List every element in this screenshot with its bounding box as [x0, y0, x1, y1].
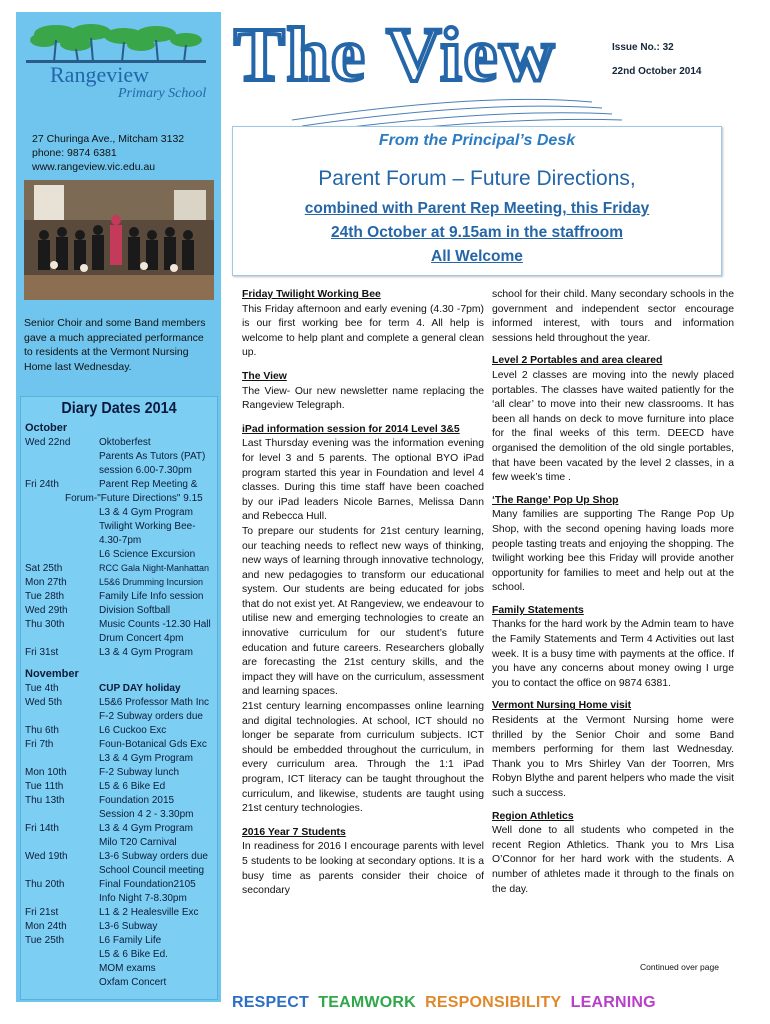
- diary-event: Parent Rep Meeting &: [99, 479, 198, 490]
- article-column-right: [492, 288, 734, 897]
- diary-event: School Council meeting: [99, 865, 205, 876]
- para-the-view: The View- Our new newsletter name replacing the Rangeview Telegraph.: [242, 385, 484, 412]
- principal-desk-box: [232, 126, 722, 276]
- diary-date: Mon 24th: [25, 921, 67, 932]
- diary-date: Tue 4th: [25, 683, 59, 694]
- diary-event: CUP DAY holiday: [99, 683, 181, 694]
- diary-event: Family Life Info session: [99, 591, 204, 602]
- value-learning: LEARNING: [570, 994, 656, 1011]
- diary-event: Twilight Working Bee-: [99, 521, 196, 532]
- para-ipad: Last Thursday evening was the information evening for level 3 and 5 parents. The optional BYO iPad program started this year in Foundation and level 4 classes. During this time staff have been coached by our iPad leaders Nicole Barnes, Melissa Dann and Rebecca Hull.: [242, 438, 484, 523]
- diary-event: Foundation 2015: [99, 795, 175, 806]
- diary-event: L5&6 Professor Math Inc: [99, 697, 210, 708]
- para-athletics: Well done to all students who competed in the recent Region Athletics. Thank you to Mrs Lisa O’Connor for her hard work with the students. A number of athletes made it through to the finals on the day.: [492, 825, 734, 895]
- heading-nursing-home: Vermont Nursing Home visit: [492, 700, 632, 712]
- para-working-bee: This Friday afternoon and early evening (4.30 -7pm) is our first working bee for term 4. All help is welcome to help plant and complete a general clean up.: [242, 303, 484, 359]
- diary-event: L3 & 4 Gym Program: [99, 647, 193, 658]
- article-column-left: [242, 288, 484, 899]
- school-values-footer: [232, 994, 752, 1012]
- diary-event: L3 & 4 Gym Program: [99, 507, 193, 518]
- diary-event: L5 & 6 Bike Ed: [99, 781, 166, 792]
- diary-date: Wed 5th: [25, 697, 63, 708]
- para-nursing-home: Residents at the Vermont Nursing home were thrilled by the Senior Choir and some Band members performing for them last Wednesday. Thank you to Mrs Shirley Van der Toorren, Mrs Robyn Blythe and parent helpers who made the visit such a success.: [492, 715, 734, 799]
- diary-event: Forum-"Future Directions" 9.15: [65, 493, 203, 504]
- parent-forum-details: [233, 197, 721, 269]
- principal-desk-heading: From the Principal’s Desk: [378, 132, 576, 149]
- school-subtitle: Primary School: [118, 86, 207, 101]
- diary-event: Final Foundation2105: [99, 879, 196, 890]
- diary-event: RCC Gala Night-Manhattan: [99, 563, 210, 573]
- diary-event: F-2 Subway orders due: [99, 711, 203, 722]
- diary-date: Thu 20th: [25, 879, 65, 890]
- diary-date: Thu 6th: [25, 725, 59, 736]
- diary-date: Thu 13th: [25, 795, 65, 806]
- diary-event: L5 & 6 Bike Ed.: [99, 949, 168, 960]
- diary-event: L3-6 Subway: [99, 921, 158, 932]
- forum-line-meeting: combined with Parent Rep Meeting, this Friday: [304, 200, 650, 217]
- diary-event: Division Softball: [99, 605, 171, 616]
- phone: phone: 9874 6381: [32, 147, 117, 159]
- diary-event: L1 & 2 Healesville Exc: [99, 907, 199, 918]
- diary-date: Mon 27th: [25, 577, 67, 588]
- diary-date: Tue 28th: [25, 591, 65, 602]
- diary-event: Drum Concert 4pm: [99, 633, 184, 644]
- para-portables: Level 2 classes are moving into the newly placed portables. The classes have waited patiently for the ‘all clear’ to move into their new classrooms. It has been all hands on deck to move furniture into place for the final weeks of this term. DEECD have organised the demolition of the old single portables, that have been vacated by the level 2 classes, in a few week’s time .: [492, 369, 734, 484]
- diary-date: Thu 30th: [25, 619, 65, 630]
- choir-photo: [24, 180, 214, 300]
- diary-dates-box: [20, 396, 218, 1000]
- para-online-learning: 21st century learning encompasses online learning and digital technologies. At school, ICT should no longer be separate from curriculum subjects. ICT should be embedded throughout the curriculum, in every curriculum area. Through the 1:1 iPad program, ICT literacy can be taught throughout the curriculum, and likewise, students are taught using 21st century technologies.: [242, 701, 484, 815]
- diary-date: Fri 7th: [25, 739, 54, 750]
- issue-number: Issue No.: 32: [612, 42, 674, 53]
- para-year7: In readiness for 2016 I encourage parents with level 5 students to be looking at secondary options. It is a busy time as parents consider their choice of secondary: [242, 841, 484, 897]
- heading-portables: Level 2 Portables and area cleared: [492, 355, 663, 367]
- diary-event: L5&6 Drumming Incursion: [99, 577, 204, 587]
- value-respect: RESPECT: [232, 994, 309, 1011]
- diary-date: Mon 10th: [25, 767, 67, 778]
- masthead-logo: [232, 12, 752, 142]
- parent-forum-headline: Parent Forum – Future Directions,: [318, 167, 636, 190]
- heading-athletics: Region Athletics: [492, 810, 574, 822]
- diary-date: Wed 19th: [25, 851, 68, 862]
- para-21st-century: To prepare our students for 21st century learning, our teaching needs to reflect new ways of thinking, new ways of learning through innovative technology, and new pedagogies to transform our educational system. Our students are being educated for jobs that do not exist yet. At Rangeview, we endeavour to utilise new and emerging technologies to create an innovative curriculum for our student’s future education and future careers. Researchers globally are forecasting the 21st century skills, and the impact they will have on the curriculum, assessment and learning spaces.: [242, 525, 484, 698]
- diary-event: L6 Science Excursion: [99, 549, 196, 560]
- website-link[interactable]: www.rangeview.vic.edu.au: [32, 161, 156, 173]
- value-teamwork: TEAMWORK: [318, 994, 416, 1011]
- diary-event: 4.30-7pm: [99, 535, 142, 546]
- diary-event: Oktoberfest: [99, 437, 151, 448]
- diary-date: Tue 25th: [25, 935, 65, 946]
- diary-date: Sat 25th: [25, 563, 63, 574]
- diary-event: L6 Family Life: [99, 935, 162, 946]
- diary-title: Diary Dates 2014: [61, 400, 177, 417]
- diary-month-november: November: [25, 668, 79, 680]
- diary-date: Fri 21st: [25, 907, 59, 918]
- diary-event: F-2 Subway lunch: [99, 767, 180, 778]
- diary-event: Session 4 2 - 3.30pm: [99, 809, 194, 820]
- school-name: Rangeview: [50, 62, 149, 87]
- diary-month-october: October: [25, 422, 68, 434]
- diary-date: Tue 11th: [25, 781, 64, 792]
- heading-working-bee: Friday Twilight Working Bee: [242, 289, 381, 300]
- forum-line-welcome: All Welcome: [431, 248, 523, 265]
- photo-caption: Senior Choir and some Band members gave a much appreciated performance to residents at the Vermont Nursing Home last Wednesday.: [24, 317, 206, 373]
- diary-date: Wed 29th: [25, 605, 68, 616]
- heading-year7: 2016 Year 7 Students: [242, 826, 346, 838]
- diary-event: L6 Cuckoo Exc: [99, 725, 167, 736]
- forum-line-time: 24th October at 9.15am in the staffroom: [331, 224, 623, 241]
- value-responsibility: RESPONSIBILITY: [425, 994, 562, 1011]
- address: 27 Churinga Ave., Mitcham 3132: [32, 133, 185, 145]
- para-family-statements: Thanks for the hard work by the Admin team to have the Family Statements and Term 4 Activities out last week. It is a busy time with payments at the office. If you have any concerns about money owing I urge you to contact the office on 9874 6381.: [492, 619, 734, 689]
- diary-event: L3 & 4 Gym Program: [99, 823, 193, 834]
- diary-event: Parents As Tutors (PAT): [99, 451, 206, 462]
- diary-event: session 6.00-7.30pm: [99, 465, 192, 476]
- diary-event: Oxfam Concert: [99, 977, 167, 988]
- diary-date: Fri 24th: [25, 479, 59, 490]
- heading-family-statements: Family Statements: [492, 604, 584, 616]
- heading-the-view: The View: [242, 370, 287, 382]
- para-pop-up-shop: Many families are supporting The Range Pop Up Shop, with the second opening having loads more people tasting treats and enjoying the shopping. The twilight working bee this Friday will provide another opportunity for families to meet and help out at the school.: [492, 509, 734, 594]
- heading-ipad: iPad information session for 2014 Level 3&5: [242, 423, 460, 435]
- diary-event: Foun-Botanical Gds Exc: [99, 739, 207, 750]
- diary-date: Fri 14th: [25, 823, 59, 834]
- masthead-title: The View: [234, 13, 557, 97]
- diary-event: Milo T20 Carnival: [99, 837, 177, 848]
- diary-event: L3 & 4 Gym Program: [99, 753, 193, 764]
- diary-date: Wed 22nd: [25, 437, 71, 448]
- diary-event: MOM exams: [99, 963, 156, 974]
- contact-block: [32, 132, 184, 174]
- diary-event: L3-6 Subway orders due: [99, 851, 208, 862]
- heading-pop-up-shop: ‘The Range’ Pop Up Shop: [492, 494, 619, 506]
- diary-date: Fri 31st: [25, 647, 59, 658]
- issue-date: 22nd October 2014: [612, 66, 702, 77]
- diary-event: Music Counts -12.30 Hall: [99, 619, 211, 630]
- para-secondary: school for their child. Many secondary schools in the government and independent sector encourage informed interest, with tours and information sessions held throughout the year.: [492, 289, 734, 344]
- continued-note: Continued over page: [640, 962, 719, 972]
- diary-event: Info Night 7-8.30pm: [99, 893, 187, 904]
